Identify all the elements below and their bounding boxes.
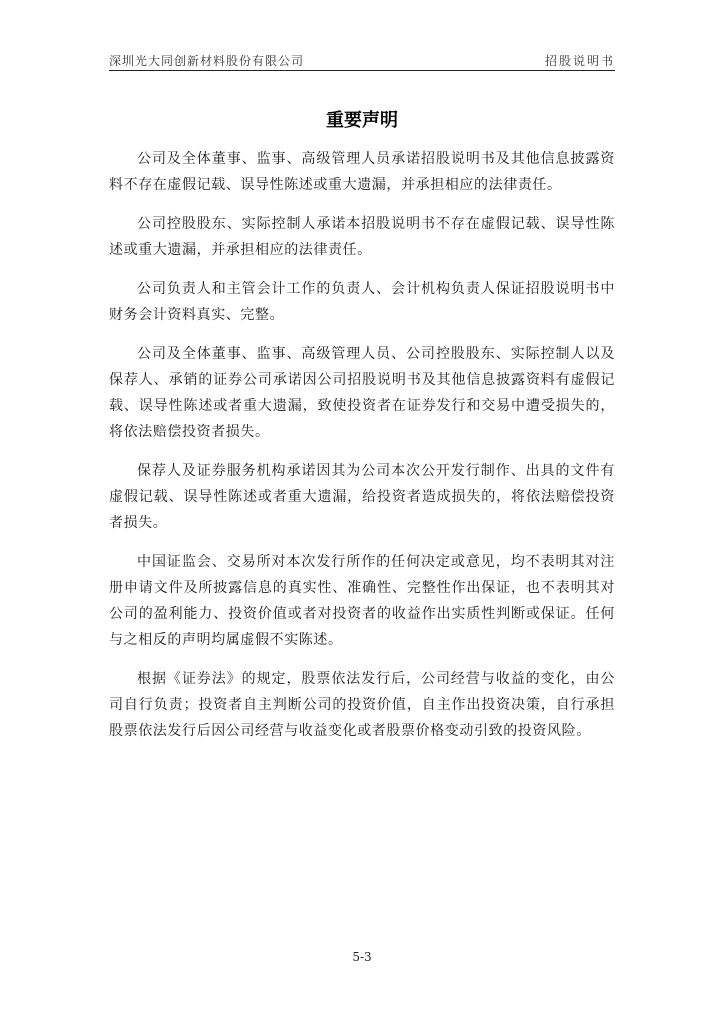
header-company-name: 深圳光大同创新材料股份有限公司 [109, 54, 305, 68]
paragraph-4: 公司及全体董事、监事、高级管理人员、公司控股股东、实际控制人以及保荐人、承销的证券公司承诺因公司招股说明书及其他信息披露资料有虚假记载、误导性陈述或者重大遗漏，致使投资者在证券发行和交易中遭受损失的，将依法赔偿投资者损失。 [109, 346, 615, 440]
paragraph-1: 公司及全体董事、监事、高级管理人员承诺招股说明书及其他信息披露资料不存在虚假记载、误导性陈述或重大遗漏，并承担相应的法律责任。 [109, 151, 615, 193]
declaration-body [109, 146, 615, 757]
paragraph-2: 公司控股股东、实际控制人承诺本招股说明书不存在虚假记载、误导性陈述或重大遗漏，并承担相应的法律责任。 [109, 216, 615, 258]
paragraph-6: 中国证监会、交易所对本次发行所作的任何决定或意见，均不表明其对注册申请文件及所披露信息的真实性、准确性、完整性作出保证，也不表明其对公司的盈利能力、投资价值或者对投资者的收益作出实质性判断或保证。任何与之相反的声明均属虚假不实陈述。 [109, 554, 615, 648]
paragraph-7: 根据《证券法》的规定，股票依法发行后，公司经营与收益的变化，由公司自行负责；投资者自主判断公司的投资价值，自主作出投资决策，自行承担股票依法发行后因公司经营与收益变化或者股票价格变动引致的投资风险。 [109, 671, 615, 739]
paragraph-5: 保荐人及证券服务机构承诺因其为公司本次公开发行制作、出具的文件有虚假记载、误导性陈述或者重大遗漏，给投资者造成损失的，将依法赔偿投资者损失。 [109, 463, 615, 531]
page-header [109, 50, 615, 71]
page-number: 5-3 [352, 950, 372, 964]
header-document-type: 招股说明书 [544, 54, 615, 68]
paragraph-3: 公司负责人和主管会计工作的负责人、会计机构负责人保证招股说明书中财务会计资料真实、完整。 [109, 281, 615, 323]
page-title: 重要声明 [326, 110, 398, 131]
